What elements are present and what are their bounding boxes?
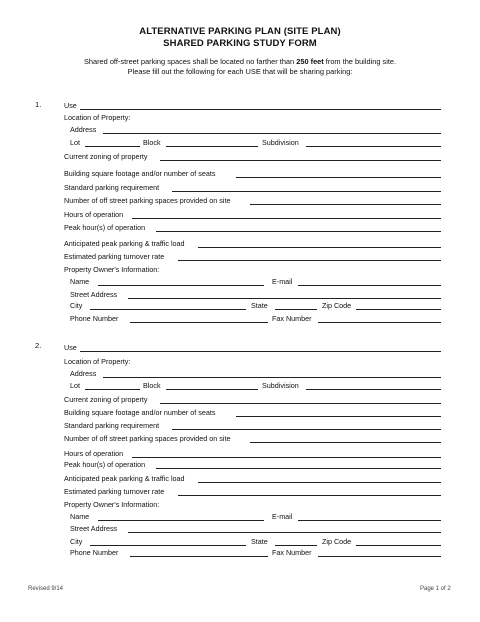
lot-label: Lot xyxy=(70,381,80,390)
s2-subdivision-field[interactable] xyxy=(306,389,441,390)
s1-city-field[interactable] xyxy=(90,309,246,310)
s1-use-field[interactable] xyxy=(80,109,441,110)
owner-name-label: Name xyxy=(70,277,90,286)
s1-address-field[interactable] xyxy=(103,133,441,134)
zip-code-label: Zip Code xyxy=(322,537,352,546)
intro-line-2: Please fill out the following for each USE that will be sharing parking: xyxy=(127,67,353,76)
s2-street-address-field[interactable] xyxy=(128,532,441,533)
s1-footage-field[interactable] xyxy=(236,177,441,178)
s2-zip-code-field[interactable] xyxy=(356,545,441,546)
location-label: Location of Property: xyxy=(64,113,131,122)
fax-label: Fax Number xyxy=(272,548,312,557)
subdivision-label: Subdivision xyxy=(262,381,299,390)
turnover-label: Estimated parking turnover rate xyxy=(64,487,165,496)
address-label: Address xyxy=(70,369,97,378)
s2-city-field[interactable] xyxy=(90,545,246,546)
s2-hours-field[interactable] xyxy=(132,457,441,458)
use-label: Use xyxy=(64,101,77,110)
s2-use-field[interactable] xyxy=(80,351,441,352)
s2-state-field[interactable] xyxy=(275,545,317,546)
s2-peak-hours-field[interactable] xyxy=(156,468,441,469)
s1-offstreet-spaces-field[interactable] xyxy=(250,204,441,205)
s1-standard-parking-field[interactable] xyxy=(172,191,441,192)
peak-load-label: Anticipated peak parking & traffic load xyxy=(64,474,185,483)
page-number: Page 1 of 2 xyxy=(420,586,451,592)
s1-state-field[interactable] xyxy=(275,309,317,310)
subdivision-label: Subdivision xyxy=(262,138,299,147)
form-title: ALTERNATIVE PARKING PLAN (SITE PLAN) xyxy=(139,26,341,37)
s1-hours-field[interactable] xyxy=(132,218,441,219)
s2-offstreet-spaces-field[interactable] xyxy=(250,442,441,443)
standard-parking-label: Standard parking requirement xyxy=(64,421,160,430)
city-label: City xyxy=(70,301,83,310)
email-label: E-mail xyxy=(272,512,293,521)
peak-load-label: Anticipated peak parking & traffic load xyxy=(64,239,185,248)
zip-code-label: Zip Code xyxy=(322,301,352,310)
section-number: 2. xyxy=(35,341,42,350)
footage-label: Building square footage and/or number of seats xyxy=(64,169,216,178)
s2-owner-name-field[interactable] xyxy=(98,520,264,521)
use-label: Use xyxy=(64,343,77,352)
peak-hours-label: Peak hour(s) of operation xyxy=(64,223,146,232)
phone-label: Phone Number xyxy=(70,314,119,323)
s1-phone-field[interactable] xyxy=(130,322,268,323)
intro-line-1: Shared off-street parking spaces shall be located no farther than 250 feet from the building site. xyxy=(83,57,397,66)
form-subtitle: SHARED PARKING STUDY FORM xyxy=(163,38,317,49)
owner-name-label: Name xyxy=(70,512,90,521)
block-label: Block xyxy=(143,381,161,390)
s2-fax-field[interactable] xyxy=(318,556,441,557)
s2-email-field[interactable] xyxy=(298,520,441,521)
s1-lot-field[interactable] xyxy=(85,146,140,147)
offstreet-spaces-label: Number of off street parking spaces provided on site xyxy=(64,434,231,443)
lot-label: Lot xyxy=(70,138,80,147)
s1-subdivision-field[interactable] xyxy=(306,146,441,147)
zoning-label: Current zoning of property xyxy=(64,152,148,161)
block-label: Block xyxy=(143,138,161,147)
fax-label: Fax Number xyxy=(272,314,312,323)
address-label: Address xyxy=(70,125,97,134)
owner-info-label: Property Owner's Information: xyxy=(64,500,160,509)
s2-lot-field[interactable] xyxy=(85,389,140,390)
state-label: State xyxy=(251,301,268,310)
s1-street-address-field[interactable] xyxy=(128,298,441,299)
state-label: State xyxy=(251,537,268,546)
city-label: City xyxy=(70,537,83,546)
s2-address-field[interactable] xyxy=(103,377,441,378)
s1-zoning-field[interactable] xyxy=(160,160,441,161)
s2-block-field[interactable] xyxy=(166,389,258,390)
street-address-label: Street Address xyxy=(70,524,118,533)
hours-label: Hours of operation xyxy=(64,449,124,458)
s1-block-field[interactable] xyxy=(166,146,258,147)
s1-fax-field[interactable] xyxy=(318,322,441,323)
s2-standard-parking-field[interactable] xyxy=(172,429,441,430)
s2-turnover-field[interactable] xyxy=(178,495,441,496)
turnover-label: Estimated parking turnover rate xyxy=(64,252,165,261)
s1-zip-code-field[interactable] xyxy=(356,309,441,310)
email-label: E-mail xyxy=(272,277,293,286)
revision-date: Revised 9/14 xyxy=(28,586,64,592)
phone-label: Phone Number xyxy=(70,548,119,557)
hours-label: Hours of operation xyxy=(64,210,124,219)
standard-parking-label: Standard parking requirement xyxy=(64,183,160,192)
street-address-label: Street Address xyxy=(70,290,118,299)
s2-peak-load-field[interactable] xyxy=(198,482,441,483)
s1-owner-name-field[interactable] xyxy=(98,285,264,286)
s1-turnover-field[interactable] xyxy=(178,260,441,261)
zoning-label: Current zoning of property xyxy=(64,395,148,404)
s2-zoning-field[interactable] xyxy=(160,403,441,404)
s1-peak-load-field[interactable] xyxy=(198,247,441,248)
peak-hours-label: Peak hour(s) of operation xyxy=(64,460,146,469)
s2-phone-field[interactable] xyxy=(130,556,268,557)
owner-info-label: Property Owner's Information: xyxy=(64,265,160,274)
s1-email-field[interactable] xyxy=(298,285,441,286)
location-label: Location of Property: xyxy=(64,357,131,366)
footage-label: Building square footage and/or number of seats xyxy=(64,408,216,417)
section-number: 1. xyxy=(35,100,42,109)
s2-footage-field[interactable] xyxy=(236,416,441,417)
s1-peak-hours-field[interactable] xyxy=(156,231,441,232)
offstreet-spaces-label: Number of off street parking spaces provided on site xyxy=(64,196,231,205)
